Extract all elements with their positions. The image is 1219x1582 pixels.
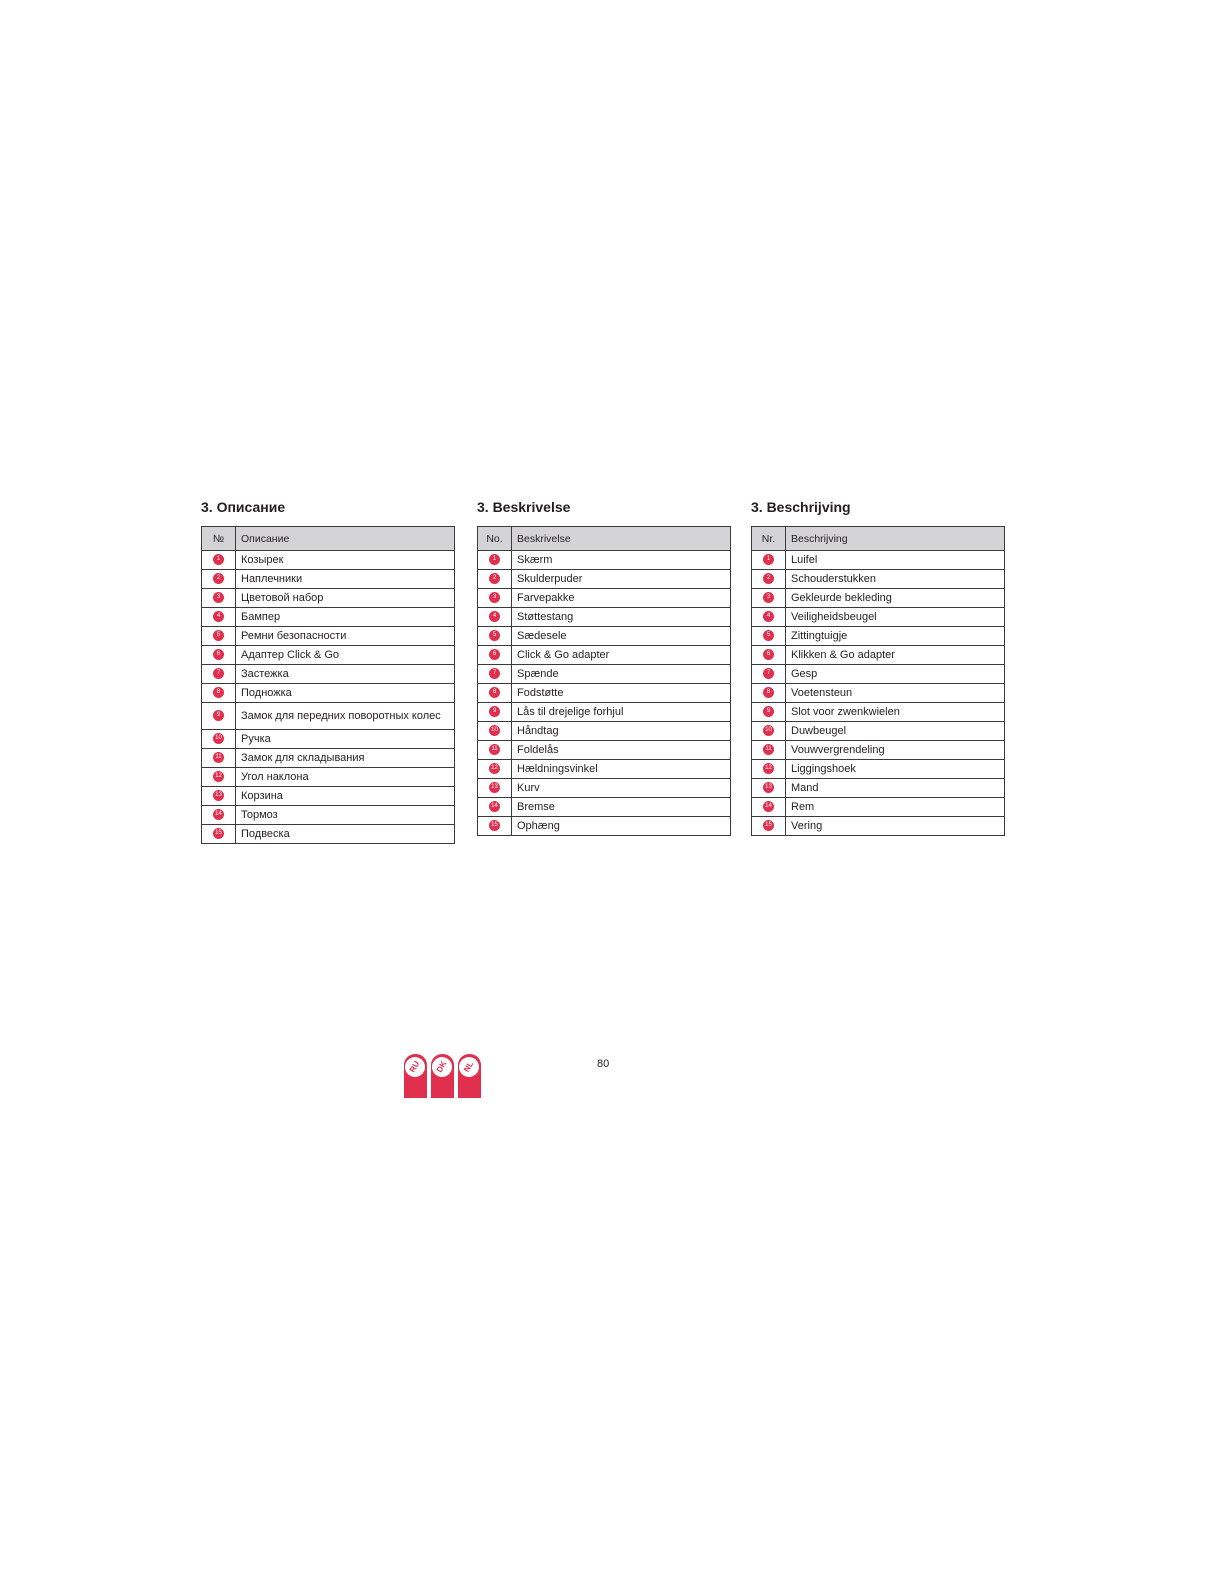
table-row (752, 608, 1005, 627)
item-number-cell (752, 627, 786, 646)
item-description-cell: Корзина (236, 787, 455, 806)
table-row (752, 627, 1005, 646)
number-badge: 3 (489, 592, 500, 603)
table-row (752, 722, 1005, 741)
number-badge: 9 (763, 706, 774, 717)
number-badge: 12 (213, 771, 224, 782)
table-body (202, 551, 455, 844)
number-badge: 6 (213, 649, 224, 660)
item-number-cell (752, 684, 786, 703)
table-row (202, 825, 455, 844)
table-row (202, 589, 455, 608)
item-number-cell (202, 768, 236, 787)
number-badge: 1 (489, 554, 500, 565)
table-row (478, 817, 731, 836)
table-row (752, 741, 1005, 760)
item-number-cell (752, 798, 786, 817)
item-number-cell (752, 779, 786, 798)
item-description-cell: Skærm (512, 551, 731, 570)
item-number-cell (478, 627, 512, 646)
item-number-cell (752, 665, 786, 684)
item-number-cell (478, 646, 512, 665)
number-badge: 13 (763, 782, 774, 793)
table-row (752, 703, 1005, 722)
item-description-cell: Подвеска (236, 825, 455, 844)
table-row (752, 684, 1005, 703)
table-row (202, 646, 455, 665)
item-description-cell: Gesp (786, 665, 1005, 684)
item-description-cell: Застежка (236, 665, 455, 684)
item-number-cell (478, 551, 512, 570)
item-description-cell: Click & Go adapter (512, 646, 731, 665)
item-number-cell (752, 703, 786, 722)
column-header-description: Beschrijving (786, 527, 1005, 551)
column-header-description: Beskrivelse (512, 527, 731, 551)
item-number-cell (478, 608, 512, 627)
item-number-cell (202, 703, 236, 730)
number-badge: 13 (213, 790, 224, 801)
table-row (202, 608, 455, 627)
item-number-cell (478, 817, 512, 836)
number-badge: 11 (213, 752, 224, 763)
item-number-cell (202, 749, 236, 768)
table-row (478, 798, 731, 817)
number-badge: 5 (763, 630, 774, 641)
item-number-cell (752, 760, 786, 779)
item-description-cell: Hældningsvinkel (512, 760, 731, 779)
section-dutch (751, 498, 1005, 836)
item-description-cell: Угол наклона (236, 768, 455, 787)
table-row (478, 684, 731, 703)
section-russian (201, 498, 455, 844)
number-badge: 10 (763, 725, 774, 736)
table-row (478, 627, 731, 646)
column-header-number: Nr. (752, 527, 786, 551)
table-row (752, 760, 1005, 779)
item-description-cell: Цветовой набор (236, 589, 455, 608)
number-badge: 6 (489, 649, 500, 660)
item-description-cell: Ручка (236, 730, 455, 749)
item-description-cell: Klikken & Go adapter (786, 646, 1005, 665)
language-tab-label: NL (458, 1054, 481, 1081)
table-row (752, 817, 1005, 836)
item-description-cell: Замок для передних поворотных колес (236, 703, 455, 730)
table-row (202, 806, 455, 825)
table-row (478, 608, 731, 627)
language-tab-ru (404, 1054, 427, 1098)
item-number-cell (202, 825, 236, 844)
number-badge: 8 (213, 687, 224, 698)
number-badge: 2 (763, 573, 774, 584)
number-badge: 6 (763, 649, 774, 660)
item-number-cell (478, 779, 512, 798)
item-description-cell: Vouwvergrendeling (786, 741, 1005, 760)
number-badge: 9 (489, 706, 500, 717)
item-description-cell: Voetensteun (786, 684, 1005, 703)
column-header-number: No. (478, 527, 512, 551)
table-row (202, 787, 455, 806)
item-description-cell: Schouderstukken (786, 570, 1005, 589)
section-title: 3. Описание (201, 499, 286, 515)
table-row (478, 589, 731, 608)
table-row (478, 779, 731, 798)
number-badge: 13 (489, 782, 500, 793)
item-description-cell: Адаптер Click & Go (236, 646, 455, 665)
item-description-cell: Foldelås (512, 741, 731, 760)
item-number-cell (478, 589, 512, 608)
item-description-cell: Zittingtuigje (786, 627, 1005, 646)
item-description-cell: Подножка (236, 684, 455, 703)
table-row (478, 665, 731, 684)
section-title: 3. Beschrijving (751, 499, 851, 515)
item-number-cell (202, 608, 236, 627)
item-number-cell (478, 741, 512, 760)
item-number-cell (202, 589, 236, 608)
number-badge: 15 (213, 828, 224, 839)
number-badge: 7 (213, 668, 224, 679)
language-tab-nl (458, 1054, 481, 1098)
table-row (202, 570, 455, 589)
number-badge: 2 (213, 573, 224, 584)
item-description-cell: Skulderpuder (512, 570, 731, 589)
item-description-cell: Gekleurde bekleding (786, 589, 1005, 608)
item-number-cell (202, 730, 236, 749)
table-row (752, 646, 1005, 665)
item-number-cell (478, 570, 512, 589)
item-description-cell: Бампер (236, 608, 455, 627)
item-number-cell (478, 760, 512, 779)
item-description-cell: Slot voor zwenkwielen (786, 703, 1005, 722)
item-number-cell (202, 665, 236, 684)
item-description-cell: Наплечники (236, 570, 455, 589)
number-badge: 14 (213, 809, 224, 820)
number-badge: 14 (489, 801, 500, 812)
table-row (478, 741, 731, 760)
item-number-cell (752, 589, 786, 608)
item-number-cell (202, 551, 236, 570)
item-number-cell (752, 722, 786, 741)
number-badge: 1 (213, 554, 224, 565)
item-number-cell (202, 806, 236, 825)
table-row (202, 749, 455, 768)
language-tab-label: RU (404, 1054, 427, 1081)
table-header-row (478, 527, 731, 551)
item-description-cell: Duwbeugel (786, 722, 1005, 741)
number-badge: 10 (213, 733, 224, 744)
item-number-cell (752, 608, 786, 627)
item-description-cell: Mand (786, 779, 1005, 798)
page-number: 80 (597, 1058, 610, 1070)
item-description-cell: Ophæng (512, 817, 731, 836)
item-description-cell: Veiligheidsbeugel (786, 608, 1005, 627)
item-number-cell (478, 722, 512, 741)
number-badge: 7 (489, 668, 500, 679)
item-description-cell: Håndtag (512, 722, 731, 741)
item-number-cell (478, 665, 512, 684)
item-description-cell: Козырек (236, 551, 455, 570)
item-description-cell: Lås til drejelige forhjul (512, 703, 731, 722)
section-danish (477, 498, 731, 836)
item-number-cell (478, 703, 512, 722)
item-number-cell (752, 646, 786, 665)
item-number-cell (202, 684, 236, 703)
number-badge: 8 (763, 687, 774, 698)
table-body (478, 551, 731, 836)
number-badge: 11 (489, 744, 500, 755)
item-description-cell: Ремни безопасности (236, 627, 455, 646)
column-header-description: Описание (236, 527, 455, 551)
item-number-cell (752, 741, 786, 760)
table-row (478, 760, 731, 779)
number-badge: 4 (763, 611, 774, 622)
item-description-cell: Spænde (512, 665, 731, 684)
table-row (478, 646, 731, 665)
item-number-cell (752, 551, 786, 570)
number-badge: 5 (213, 630, 224, 641)
item-description-cell: Luifel (786, 551, 1005, 570)
item-number-cell (202, 627, 236, 646)
table-row (202, 627, 455, 646)
table-row (478, 551, 731, 570)
item-description-cell: Liggingshoek (786, 760, 1005, 779)
number-badge: 12 (489, 763, 500, 774)
table-row (202, 768, 455, 787)
table-row (752, 798, 1005, 817)
table-row (478, 722, 731, 741)
item-number-cell (202, 787, 236, 806)
table-row (202, 703, 455, 730)
number-badge: 10 (489, 725, 500, 736)
item-number-cell (478, 684, 512, 703)
item-description-cell: Vering (786, 817, 1005, 836)
item-number-cell (202, 646, 236, 665)
number-badge: 15 (489, 820, 500, 831)
description-table (201, 526, 455, 844)
table-row (752, 589, 1005, 608)
item-description-cell: Farvepakke (512, 589, 731, 608)
number-badge: 3 (213, 592, 224, 603)
table-row (752, 570, 1005, 589)
number-badge: 4 (213, 611, 224, 622)
number-badge: 7 (763, 668, 774, 679)
number-badge: 12 (763, 763, 774, 774)
number-badge: 15 (763, 820, 774, 831)
item-description-cell: Тормоз (236, 806, 455, 825)
table-row (752, 779, 1005, 798)
number-badge: 4 (489, 611, 500, 622)
number-badge: 3 (763, 592, 774, 603)
item-description-cell: Støttestang (512, 608, 731, 627)
table-row (478, 570, 731, 589)
number-badge: 11 (763, 744, 774, 755)
table-row (752, 551, 1005, 570)
number-badge: 9 (213, 710, 224, 721)
item-number-cell (478, 798, 512, 817)
language-tabs (404, 1054, 482, 1098)
table-row (202, 551, 455, 570)
table-row (202, 684, 455, 703)
table-row (752, 665, 1005, 684)
table-row (202, 665, 455, 684)
column-header-number: № (202, 527, 236, 551)
table-header-row (752, 527, 1005, 551)
item-description-cell: Kurv (512, 779, 731, 798)
section-title: 3. Beskrivelse (477, 499, 571, 515)
item-number-cell (752, 817, 786, 836)
item-number-cell (752, 570, 786, 589)
table-header-row (202, 527, 455, 551)
language-tab-dk (431, 1054, 454, 1098)
item-description-cell: Rem (786, 798, 1005, 817)
table-row (202, 730, 455, 749)
table-row (478, 703, 731, 722)
item-number-cell (202, 570, 236, 589)
language-tab-label: DK (431, 1054, 454, 1081)
description-table (477, 526, 731, 836)
item-description-cell: Sædesele (512, 627, 731, 646)
number-badge: 5 (489, 630, 500, 641)
number-badge: 1 (763, 554, 774, 565)
item-description-cell: Fodstøtte (512, 684, 731, 703)
number-badge: 14 (763, 801, 774, 812)
item-description-cell: Bremse (512, 798, 731, 817)
description-table (751, 526, 1005, 836)
number-badge: 2 (489, 573, 500, 584)
number-badge: 8 (489, 687, 500, 698)
table-body (752, 551, 1005, 836)
item-description-cell: Замок для складывания (236, 749, 455, 768)
